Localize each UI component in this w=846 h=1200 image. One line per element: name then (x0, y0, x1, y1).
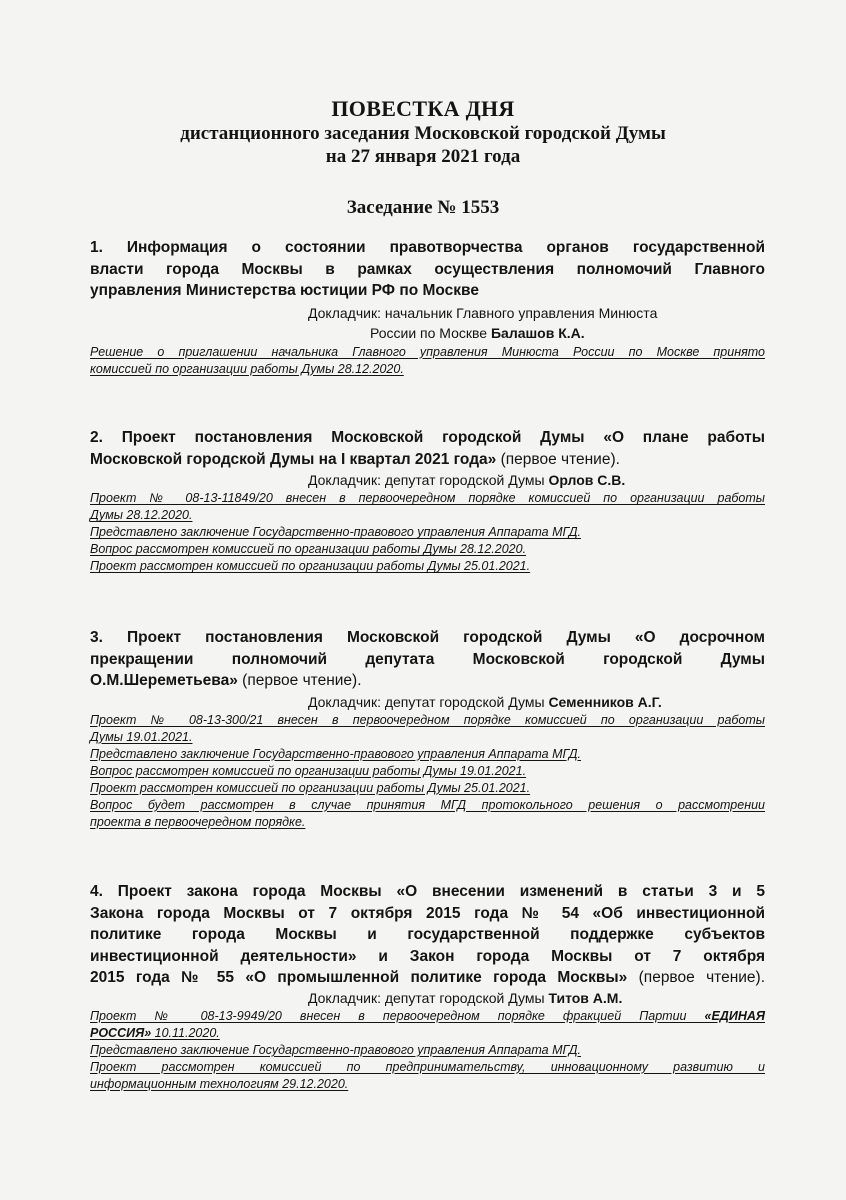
item-note: Проект рассмотрен комиссией по организации работы Думы 25.01.2021. (90, 780, 531, 795)
item-reporter (90, 471, 765, 489)
item-note: комиссией по организации работы Думы 28.12.2020. (90, 361, 404, 376)
item-title-line: политике города Москвы и государственной поддержке субъектов (90, 926, 765, 944)
item-title-line: прекращении полномочий депутата Московской городской Думы (90, 650, 765, 668)
party-name-cont: РОССИЯ» (90, 1025, 152, 1040)
item-note: Проект № 08-13-9949/20 внесен в первоочередном порядке фракцией Партии «ЕДИНАЯ (90, 1008, 765, 1023)
item-title-line: 2. Проект постановления Московской городской Думы «О плане работы (90, 429, 765, 446)
item-title-line: власти города Москвы в рамках осуществления полномочий Главного (90, 260, 765, 278)
item-note: Представлено заключение Государственно-правового управления Аппарата МГД. (90, 746, 582, 761)
item-note: Проект рассмотрен комиссией по предпринимательству, инновационному развитию и (90, 1059, 765, 1074)
item-note: РОССИЯ» 10.11.2020. (90, 1025, 220, 1040)
document-subtitle-line-2: на 27 января 2021 года (325, 146, 521, 167)
item-note: Представлено заключение Государственно-правового управления Аппарата МГД. (90, 1042, 582, 1057)
item-note: Думы 28.12.2020. (90, 508, 193, 523)
document-subtitle-line-1: дистанционного заседания Московской городской Думы (180, 123, 666, 144)
item-note: Вопрос рассмотрен комиссией по организации работы Думы 19.01.2021. (90, 763, 527, 778)
item-title-line: Закона города Москвы от 7 октября 2015 года № 54 «Об инвестиционной (90, 904, 765, 922)
item-title-line: 4. Проект закона города Москвы «О внесении изменений в статьи 3 и 5 (90, 883, 765, 900)
item-note: информационным технологиям 29.12.2020. (90, 1076, 349, 1091)
reporter-name: Титов А.М. (548, 989, 623, 1006)
agenda-item-3 (90, 627, 765, 831)
item-reporter (90, 989, 765, 1007)
item-title-line: 3. Проект постановления Московской городской Думы «О досрочном (90, 629, 765, 646)
session-number: Заседание № 1553 (346, 197, 500, 218)
item-note: Вопрос рассмотрен комиссией по организации работы Думы 28.12.2020. (90, 542, 527, 557)
item-reading-stage: (первое чтение). (237, 672, 362, 690)
item-note: Вопрос будет рассмотрен в случае принятия МГД протокольного решения о рассмотрении (90, 797, 765, 812)
agenda-item-1 (90, 237, 765, 378)
item-note: Думы 19.01.2021. (90, 729, 193, 744)
item-reporter (90, 304, 765, 322)
item-title-line: 2015 года № 55 «О промышленной политике города Москвы» (первое чтение). (90, 969, 766, 987)
item-title-line: 1. Информация о состоянии правотворчества органов государственной (90, 239, 765, 256)
reporter-position: Докладчик: депутат городской Думы (308, 693, 549, 710)
party-name: «ЕДИНАЯ (704, 1008, 765, 1023)
agenda-item-2 (90, 427, 765, 575)
document-title: ПОВЕСТКА ДНЯ (331, 96, 515, 121)
reporter-position: Докладчик: депутат городской Думы (308, 472, 549, 489)
reporter-position: Докладчик: депутат городской Думы (308, 989, 549, 1006)
item-reading-stage: (первое чтение). (627, 969, 766, 987)
reporter-position: Докладчик: начальник Главного управления Минюста (308, 304, 658, 321)
reporter-position-cont: России по Москве (370, 324, 491, 341)
item-note: Представлено заключение Государственно-правового управления Аппарата МГД. (90, 525, 582, 540)
reporter-name: Орлов С.В. (548, 472, 626, 489)
item-title-line: О.М.Шереметьева» (первое чтение). (90, 672, 362, 690)
item-note: Проект рассмотрен комиссией по организации работы Думы 25.01.2021. (90, 559, 531, 574)
item-reporter (90, 693, 765, 711)
item-reporter-line-2 (90, 324, 765, 342)
reporter-name: Семенников А.Г. (548, 693, 662, 710)
document-header (0, 96, 846, 168)
item-note: Решение о приглашении начальника Главного управления Минюста России по Москве принято (90, 344, 765, 359)
item-note: Проект № 08-13-300/21 внесен в первоочередном порядке комиссией по организации работы (90, 712, 765, 727)
item-title-line: инвестиционной деятельности» и Закон города Москвы от 7 октября (90, 947, 765, 965)
agenda-item-4 (90, 881, 765, 1093)
item-title-line: управления Министерства юстиции РФ по Москве (90, 282, 479, 300)
reporter-name: Балашов К.А. (490, 324, 585, 341)
item-note: Проект № 08-13-11849/20 внесен в первоочередном порядке комиссией по организации работы (90, 491, 765, 506)
item-reading-stage: (первое чтение). (496, 450, 620, 468)
item-note: проекта в первоочередном порядке. (90, 814, 306, 829)
item-title-line: Московской городской Думы на I квартал 2021 года» (первое чтение). (90, 450, 620, 468)
